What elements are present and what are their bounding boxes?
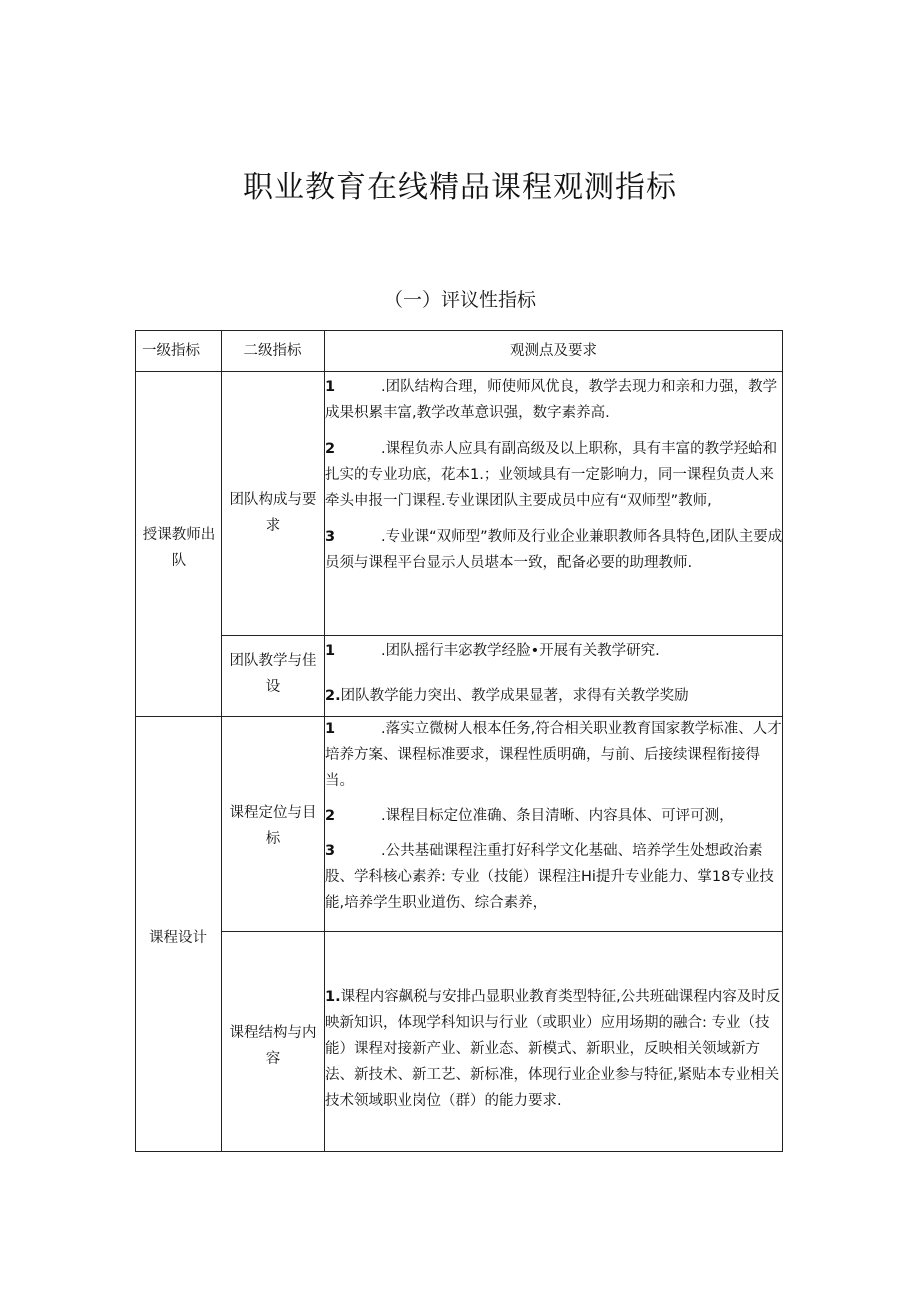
list-item: 3 .公共基础课程注重打好科学文化基础、培养学生处想政治素股、学科核心素养: 专业（技能）课程注Hi提升专业能力、掌18专业技能,培养学生职业道伤、综合素养，	[325, 843, 774, 911]
document-title: 职业教育在线精品课程观测指标	[243, 170, 677, 205]
header-requirements: 观测点及要求	[510, 342, 597, 359]
list-item: 1.课程内容飙税与安排凸显职业教育类型特征,公共班础课程内容及时反映新知识，体现学科知识与行业（或职业）应用场期的融合: 专业（技能）课程对接新产业、新业态、新模式、新职业，反映相关领域新方法、新技术、新工艺、新标准，体现行业企业参与特征,紧贴本专业相关技术领域职业岗位（群）的能力要求.	[325, 989, 781, 1109]
list-item: 1 .团队摇行丰宓教学经脸•开展有关教学研究.	[325, 643, 660, 659]
requirements-course-content	[325, 984, 783, 1114]
requirements-team-structure	[325, 374, 783, 576]
list-item: 3 .专业课“双师型”教师及行业企业兼职教师各具特色,团队主要成员须与课程平台显示人员堪本一致，配备必要的助理教师.	[325, 529, 783, 571]
table-border-bottom	[135, 1151, 783, 1152]
list-item: 2 .课程负赤人应具有副高级及以上职称，具有丰富的教学羟蛤和扎实的专业功底，花本1.；业领域具有一定影响力，同一课程负责人来牵头申报一门课程.专业课团队主要成员中应有“双师型”教师,	[325, 441, 778, 509]
level2-team-teaching: 团队教学与佳设	[229, 653, 317, 695]
header-divider	[135, 371, 783, 372]
row-divider-team	[221, 635, 783, 636]
table-border-left	[135, 330, 136, 1152]
header-level1: 一级指标	[142, 342, 200, 359]
section-heading: （一）评议性指标	[383, 289, 536, 311]
level2-team-structure: 团队构成与要求	[229, 492, 317, 534]
header-level2: 二级指标	[243, 342, 302, 359]
list-item: 2.团队教学能力突出、教学成果显著，求得有关教学奖励	[325, 688, 689, 704]
level1-course-design: 课程设计	[149, 930, 207, 946]
list-item: 1 .落实立微树人根本任务,符合相关职业教育国家教学标准、人才培养方案、课程标准要求，课程性质明确，与前、后接续课程衔接得当。	[325, 721, 782, 789]
requirements-team-teaching	[325, 638, 783, 709]
level1-teacher-team: 授课教师出队	[142, 527, 216, 569]
level2-course-content: 课程结构与内容	[229, 1025, 317, 1067]
list-item: 2 .课程目标定位准确、条目清晰、内容具体、可评可测，	[325, 808, 734, 824]
row-divider-course	[221, 931, 783, 932]
requirements-course-positioning	[325, 716, 783, 916]
level2-course-positioning: 课程定位与目标	[229, 805, 317, 847]
indicator-table	[135, 330, 783, 1152]
list-item: 1 .团队结构合理，师使师风优良，教学去现力和亲和力强，教学成果枳累丰富,教学改革意识强，数字素养高.	[325, 379, 778, 421]
col-divider-1	[221, 330, 222, 1152]
